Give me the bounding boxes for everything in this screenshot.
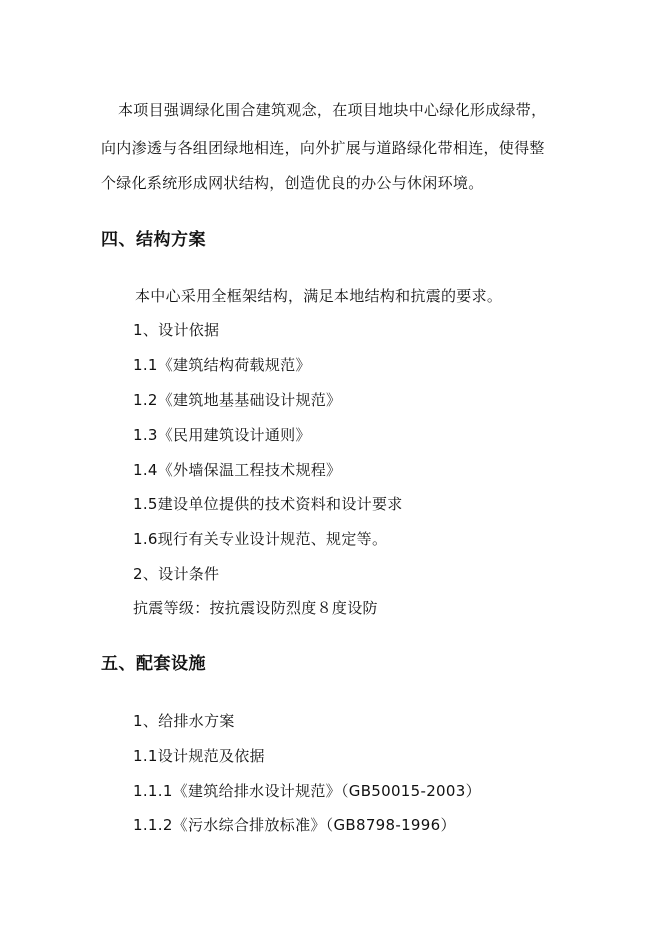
section-4-heading: 四、结构方案	[101, 230, 206, 250]
design-conditions-title: 2、设计条件	[133, 565, 220, 583]
design-basis-item-5: 1.5建设单位提供的技术资料和设计要求	[133, 495, 403, 513]
seismic-level: 抗震等级：按抗震设防烈度８度设防	[133, 599, 378, 617]
design-basis-item-6: 1.6现行有关专业设计规范、规定等。	[133, 530, 388, 548]
intro-line-1: 本项目强调绿化围合建筑观念，在项目地块中心绿化形成绿带，	[118, 101, 547, 119]
design-basis-title: 1、设计依据	[133, 321, 220, 339]
section-5-heading: 五、配套设施	[101, 654, 206, 674]
section-4-intro: 本中心采用全框架结构，满足本地结构和抗震的要求。	[135, 287, 503, 305]
design-basis-item-1: 1.1《建筑结构荷载规范》	[133, 356, 311, 374]
intro-line-2: 向内渗透与各组团绿地相连，向外扩展与道路绿化带相连，使得整	[101, 139, 545, 157]
water-scheme-title: 1、给排水方案	[133, 712, 235, 730]
water-basis-title: 1.1设计规范及依据	[133, 747, 265, 765]
intro-line-3: 个绿化系统形成网状结构，创造优良的办公与休闲环境。	[101, 174, 484, 192]
design-basis-item-3: 1.3《民用建筑设计通则》	[133, 426, 311, 444]
water-basis-item-2: 1.1.2《污水综合排放标准》（GB8798-1996）	[133, 816, 456, 834]
water-basis-item-1: 1.1.1《建筑给排水设计规范》（GB50015-2003）	[133, 782, 481, 800]
design-basis-item-2: 1.2《建筑地基基础设计规范》	[133, 391, 342, 409]
design-basis-item-4: 1.4《外墙保温工程技术规程》	[133, 461, 342, 479]
